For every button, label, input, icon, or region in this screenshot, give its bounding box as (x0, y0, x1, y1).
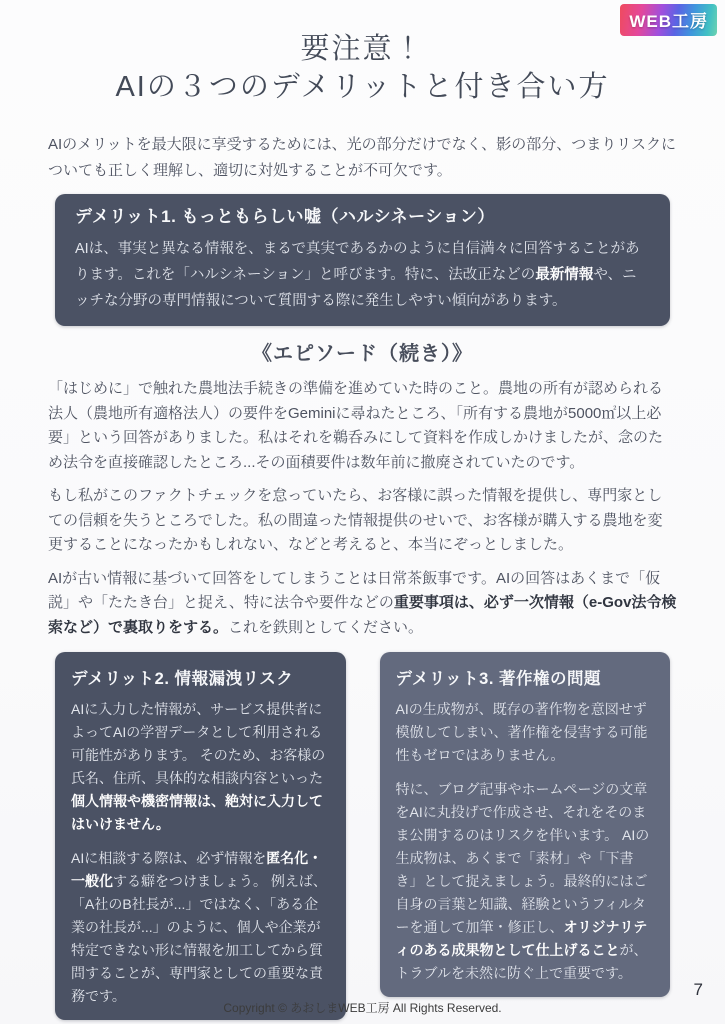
episode-paragraph-3: AIが古い情報に基づいて回答をしてしまうことは日常茶飯事です。AIの回答はあくまで「仮説」や「たたき台」と捉え、特に法令や要件などの重要事項は、必ず一次情報（e-Gov法令検索など）で裏取りをする。これを鉄則としてください。 (48, 569, 677, 636)
page-header (0, 0, 725, 106)
demerit3-title: デメリット3. 著作権の問題 (395, 670, 602, 688)
demerit-cards-row (55, 652, 670, 1020)
demerit2-card (55, 652, 346, 1020)
demerit1-card (55, 194, 670, 326)
page-number: 7 (693, 980, 703, 999)
demerit1-body: AIは、事実と異なる情報を、まるで真実であるかのように自信満々に回答することがあります。これを「ハルシネーション」と呼びます。特に、法改正などの最新情報や、ニッチな分野の専門情報について質問する際に発生しやすい傾向があります。 (75, 241, 640, 309)
demerit2-paragraph-2: AIに相談する際は、必ず情報を匿名化・一般化する癖をつけましょう。 例えば、「A社のB社長が...」ではなく、「ある企業の社長が...」のように、個人や企業が特定できない形に情報を加工してから質問することが、専門家としての重要な責務です。 (71, 850, 327, 1004)
page-title (0, 30, 725, 106)
episode-paragraph-2: もし私がこのファクトチェックを怠っていたら、お客様に誤った情報を提供し、専門家としての信頼を失うところでした。私の間違った情報提供のせいで、お客様が購入する農地を変更することになったかもしれない、などと考えると、本当にぞっとしました。 (48, 487, 663, 553)
title-line-2: AIの３つのデメリットと付き合い方 (115, 71, 610, 103)
demerit2-title: デメリット2. 情報漏洩リスク (71, 670, 294, 688)
demerit3-card (380, 652, 671, 997)
title-line-1: 要注意！ (300, 33, 425, 65)
episode-heading: 《エピソード（続き）》 (252, 343, 473, 365)
demerit3-paragraph-1: AIの生成物が、既存の著作物を意図せず模倣してしまい、著作権を侵害する可能性もゼロではありません。 (395, 701, 648, 763)
footer (0, 999, 725, 1016)
copyright-text: Copyright © あおしまWEB工房 All Rights Reserved. (223, 1001, 502, 1015)
episode-paragraph-1: 「はじめに」で触れた農地法手続きの準備を進めていた時のこと。農地の所有が認められる法人（農地所有適格法人）の要件をGeminiに尋ねたところ、「所有する農地が5000㎡以上必要」という回答がありました。私はそれを鵜呑みにして資料を作成しかけましたが、念のため法令を直接確認したところ...その面積要件は数年前に撤廃されていたのです。 (48, 380, 664, 471)
intro-paragraph: AIのメリットを最大限に享受するためには、光の部分だけでなく、影の部分、つまりリスクについても正しく理解し、適切に対処することが不可欠です。 (48, 136, 676, 179)
demerit3-paragraph-2: 特に、ブログ記事やホームページの文章をAIに丸投げで作成させ、それをそのまま公開するのはリスクを伴います。 AIの生成物は、あくまで「素材」や「下書き」として捉えましょう。最終的にはご自身の言葉と知識、経験というフィルターを通して加筆・修正し、オリジナリティのある成果物として仕上げることが、トラブルを未然に防ぐ上で重要です。 (395, 781, 650, 981)
demerit1-title: デメリット1. もっともらしい嘘（ハルシネーション） (75, 207, 495, 226)
web-kobo-logo: WEB工房 (620, 4, 717, 36)
demerit2-paragraph-1: AIに入力した情報が、サービス提供者によってAIの学習データとして利用される可能性があります。 そのため、お客様の氏名、住所、具体的な相談内容といった個人情報や機密情報は、絶対に入力してはいけません。 (71, 701, 326, 832)
